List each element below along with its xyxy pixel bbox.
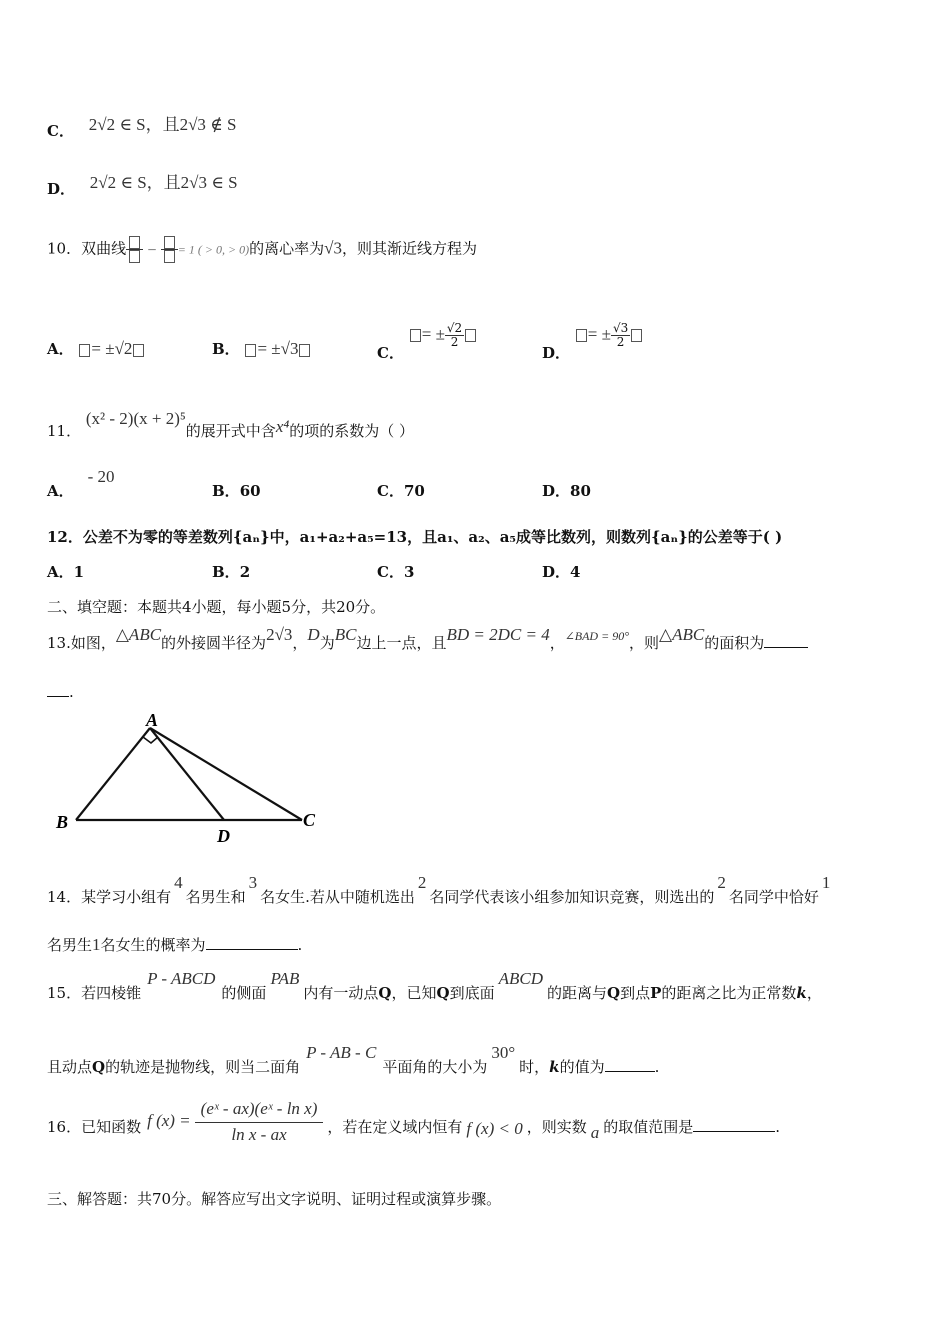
answer-blank	[764, 633, 808, 648]
q13-text: ，	[292, 634, 308, 652]
placeholder-box	[465, 329, 476, 342]
q10-formula: = 1 ( > 0, > 0)	[177, 242, 250, 257]
label-d: D	[217, 826, 230, 846]
q15-var: Q	[436, 984, 450, 1002]
option-value: 4	[570, 563, 581, 581]
q13-math: △ABC	[115, 625, 162, 644]
question-number: 10．	[47, 239, 82, 258]
placeholder-box	[410, 329, 421, 342]
answer-blank	[47, 682, 69, 697]
q14-text: 名同学中恰好	[728, 888, 819, 906]
option-value: 3	[403, 563, 415, 581]
q15-text: ，	[806, 984, 822, 1002]
option-letter: A．	[47, 340, 74, 358]
q14-stem	[47, 872, 831, 906]
option-frac	[611, 322, 630, 349]
option-letter: C．	[377, 482, 404, 500]
placeholder-box	[576, 329, 587, 342]
q13-text: 边上一点，且	[356, 634, 447, 652]
q15-text: ，已知	[391, 984, 437, 1002]
q12-option-c	[377, 561, 414, 582]
q10-text: 的离心率为	[249, 239, 325, 258]
frac-den: 2	[616, 335, 625, 350]
q11-option-a	[47, 466, 115, 500]
q12-stem: 12．公差不为零的等差数列{aₙ}中，a₁+a₂+a₅=13，且a₁、a₂、a₅成等比数列，则数列{aₙ}的公差等于( )	[47, 528, 783, 546]
q15-var: Q	[92, 1058, 106, 1076]
q10-option-b	[212, 338, 311, 359]
q15-text: 内有一动点	[303, 984, 379, 1002]
q16-math: f (x) =	[147, 1111, 191, 1131]
option-letter: B．	[212, 482, 240, 500]
section-2-heading: 二、填空题：本题共4小题，每小题5分，共20分。	[47, 598, 386, 616]
q15-text: 的距离之比为正常数	[661, 984, 797, 1002]
placeholder-box	[133, 344, 144, 357]
option-value: 70	[403, 482, 425, 500]
q15-var: Q	[378, 984, 392, 1002]
q11-formula: (x² - 2)(x + 2)⁵	[85, 409, 186, 428]
question-number: 11．	[47, 422, 82, 440]
q16-fraction	[195, 1100, 324, 1144]
frac-num: √2	[446, 321, 463, 335]
option-frac	[445, 322, 464, 349]
frac-num: (eˣ - ax)(eˣ - ln x)	[195, 1100, 324, 1123]
q15-var: Q	[607, 984, 621, 1002]
label-b: B	[56, 812, 69, 832]
q14-number: 3	[248, 873, 258, 892]
q13-math: 2√3	[266, 625, 293, 644]
q14-number: 4	[174, 873, 183, 892]
q13-math: BD = 2DC = 4	[446, 625, 550, 644]
q15-text: 的距离与	[547, 984, 608, 1002]
q12-option-a	[47, 561, 84, 582]
segment-ac	[150, 728, 302, 820]
q15-text: 且动点	[47, 1058, 93, 1076]
q16-text: ，则实数	[526, 1118, 587, 1137]
q14-number: 1	[92, 935, 101, 954]
q10-text: ，则其渐近线方程为	[341, 239, 477, 258]
q13-text: 为	[319, 634, 335, 652]
q15-text: 的侧面	[221, 984, 267, 1002]
option-letter: D．	[542, 563, 571, 581]
option-value: 2	[239, 563, 251, 581]
q16-end: .	[775, 1118, 781, 1137]
q16-text: 16．已知函数	[47, 1118, 142, 1137]
section-3-heading: 三、解答题：共70分。解答应写出文字说明、证明过程或演算步骤。	[47, 1190, 502, 1208]
q14-text: 名男生	[47, 936, 93, 954]
option-value: 1	[73, 563, 85, 581]
label-c: C	[303, 810, 316, 830]
q13-blank-continued	[47, 682, 74, 701]
option-letter: D．	[47, 180, 76, 198]
frac-den: 2	[450, 335, 459, 350]
option-letter: A．	[47, 482, 74, 500]
q15-var: k	[796, 984, 807, 1002]
q15-math: P - ABCD	[147, 969, 216, 988]
option-letter: D．	[542, 343, 571, 362]
segment-ab	[76, 728, 150, 820]
q15-text: 15．若四棱锥	[47, 984, 142, 1002]
q13-text: ，则	[629, 634, 660, 652]
q13-math: D	[307, 625, 320, 644]
q15-text: 时，	[519, 1058, 550, 1076]
q13-text: 的外接圆半径为	[161, 634, 267, 652]
q11-term: x⁴	[275, 417, 290, 436]
q15-math: ABCD	[498, 969, 543, 988]
q11-option-d	[542, 480, 591, 501]
q14-number: 1	[821, 873, 831, 892]
option-letter: C．	[377, 563, 404, 581]
q14-stem-line2	[47, 934, 302, 955]
q10-option-c	[377, 321, 477, 362]
q16-math: a	[590, 1123, 600, 1143]
q14-end: .	[297, 936, 303, 954]
answer-blank	[693, 1117, 775, 1132]
q14-text: 名女生.若从中随机选出	[260, 888, 415, 906]
option-value: - 20	[87, 467, 115, 486]
label-a: A	[146, 710, 159, 730]
segment-ad	[150, 728, 224, 820]
q9-option-d	[47, 168, 238, 198]
q15-stem	[47, 968, 822, 1002]
triangle-figure	[50, 708, 340, 848]
q11-text: 的展开式中含	[185, 422, 276, 440]
right-angle-mark	[143, 737, 158, 743]
q11-option-c	[377, 480, 425, 501]
q12-option-d	[542, 561, 580, 582]
option-value: 80	[570, 482, 591, 500]
q10-text: 双曲线	[81, 239, 127, 258]
q10-frac-1	[126, 236, 143, 263]
option-letter: D．	[542, 482, 571, 500]
q14-number: 2	[717, 873, 726, 892]
q13-end: .	[69, 683, 74, 701]
q12-option-b	[212, 561, 250, 582]
q15-math: PAB	[270, 969, 300, 988]
q10-frac-2	[161, 236, 178, 263]
q14-text: 名女生的概率为	[100, 936, 206, 954]
option-expr: = ±	[421, 324, 445, 344]
answer-blank	[206, 935, 298, 950]
option-letter: A．	[47, 563, 74, 581]
q14-text: 名同学代表该小组参加知识竞赛，则选出的	[429, 888, 715, 906]
placeholder-box	[631, 329, 642, 342]
q14-text: 14．某学习小组有	[47, 888, 172, 906]
q15-text: 的值为	[559, 1058, 605, 1076]
q10-stem: 10．双曲线 − = 1 ( > 0, > 0)的离心率为√3，则其渐近线方程为	[47, 236, 477, 263]
q15-end: .	[654, 1058, 660, 1076]
option-math: 2√2 ∈ S，且2√3 ∈ S	[89, 173, 238, 192]
q11-text: 的项的系数为（ ）	[289, 422, 415, 440]
q13-stem	[47, 624, 808, 652]
question-number: 13.如图，	[47, 634, 116, 652]
q13-math: △ABC	[659, 625, 705, 644]
q15-text: 到点	[620, 984, 651, 1002]
q15-math: P - AB - C	[306, 1043, 377, 1062]
q14-number: 2	[417, 873, 427, 892]
frac-den: ln x - ax	[231, 1124, 287, 1144]
q13-text: 的面积为	[704, 634, 765, 652]
placeholder-box	[299, 344, 310, 357]
q13-math: BC	[334, 625, 357, 644]
q15-text: 平面角的大小为	[382, 1058, 488, 1076]
q13-text: ，	[549, 634, 565, 652]
q13-math: ∠BAD = 90°	[564, 629, 629, 643]
q16-stem	[47, 1100, 780, 1144]
q10-option-d	[542, 321, 643, 362]
option-letter: B．	[212, 563, 240, 581]
option-value: 60	[239, 482, 261, 500]
q15-stem-line2	[47, 1042, 660, 1076]
q14-text: 名男生和	[185, 888, 246, 906]
q16-math: f (x) < 0	[466, 1119, 523, 1139]
q10-option-a	[47, 338, 145, 359]
q15-math: 30°	[491, 1043, 516, 1062]
q15-text: 到底面	[449, 984, 495, 1002]
q16-text: 的取值范围是	[603, 1118, 694, 1137]
option-letter: C．	[47, 122, 74, 140]
frac-num: √3	[612, 321, 629, 335]
placeholder-box	[79, 344, 90, 357]
option-letter: B．	[212, 340, 240, 358]
option-math: 2√2 ∈ S，且2√3 ∉ S	[88, 115, 237, 134]
option-letter: C．	[377, 343, 404, 362]
q16-text: ，若在定义域内恒有	[327, 1118, 463, 1137]
q9-option-c	[47, 110, 237, 140]
q15-text: 的轨迹是抛物线，则当二面角	[105, 1058, 301, 1076]
option-expr: = ±√3	[257, 339, 299, 358]
q11-option-b	[212, 480, 261, 501]
option-expr: = ±	[587, 324, 611, 344]
q15-var: k	[549, 1058, 560, 1076]
option-expr: = ±√2	[91, 339, 133, 358]
q11-stem	[47, 408, 415, 440]
placeholder-box	[245, 344, 256, 357]
answer-blank	[605, 1057, 655, 1072]
q15-var: P	[650, 984, 662, 1002]
q10-ecc: √3	[324, 238, 342, 258]
